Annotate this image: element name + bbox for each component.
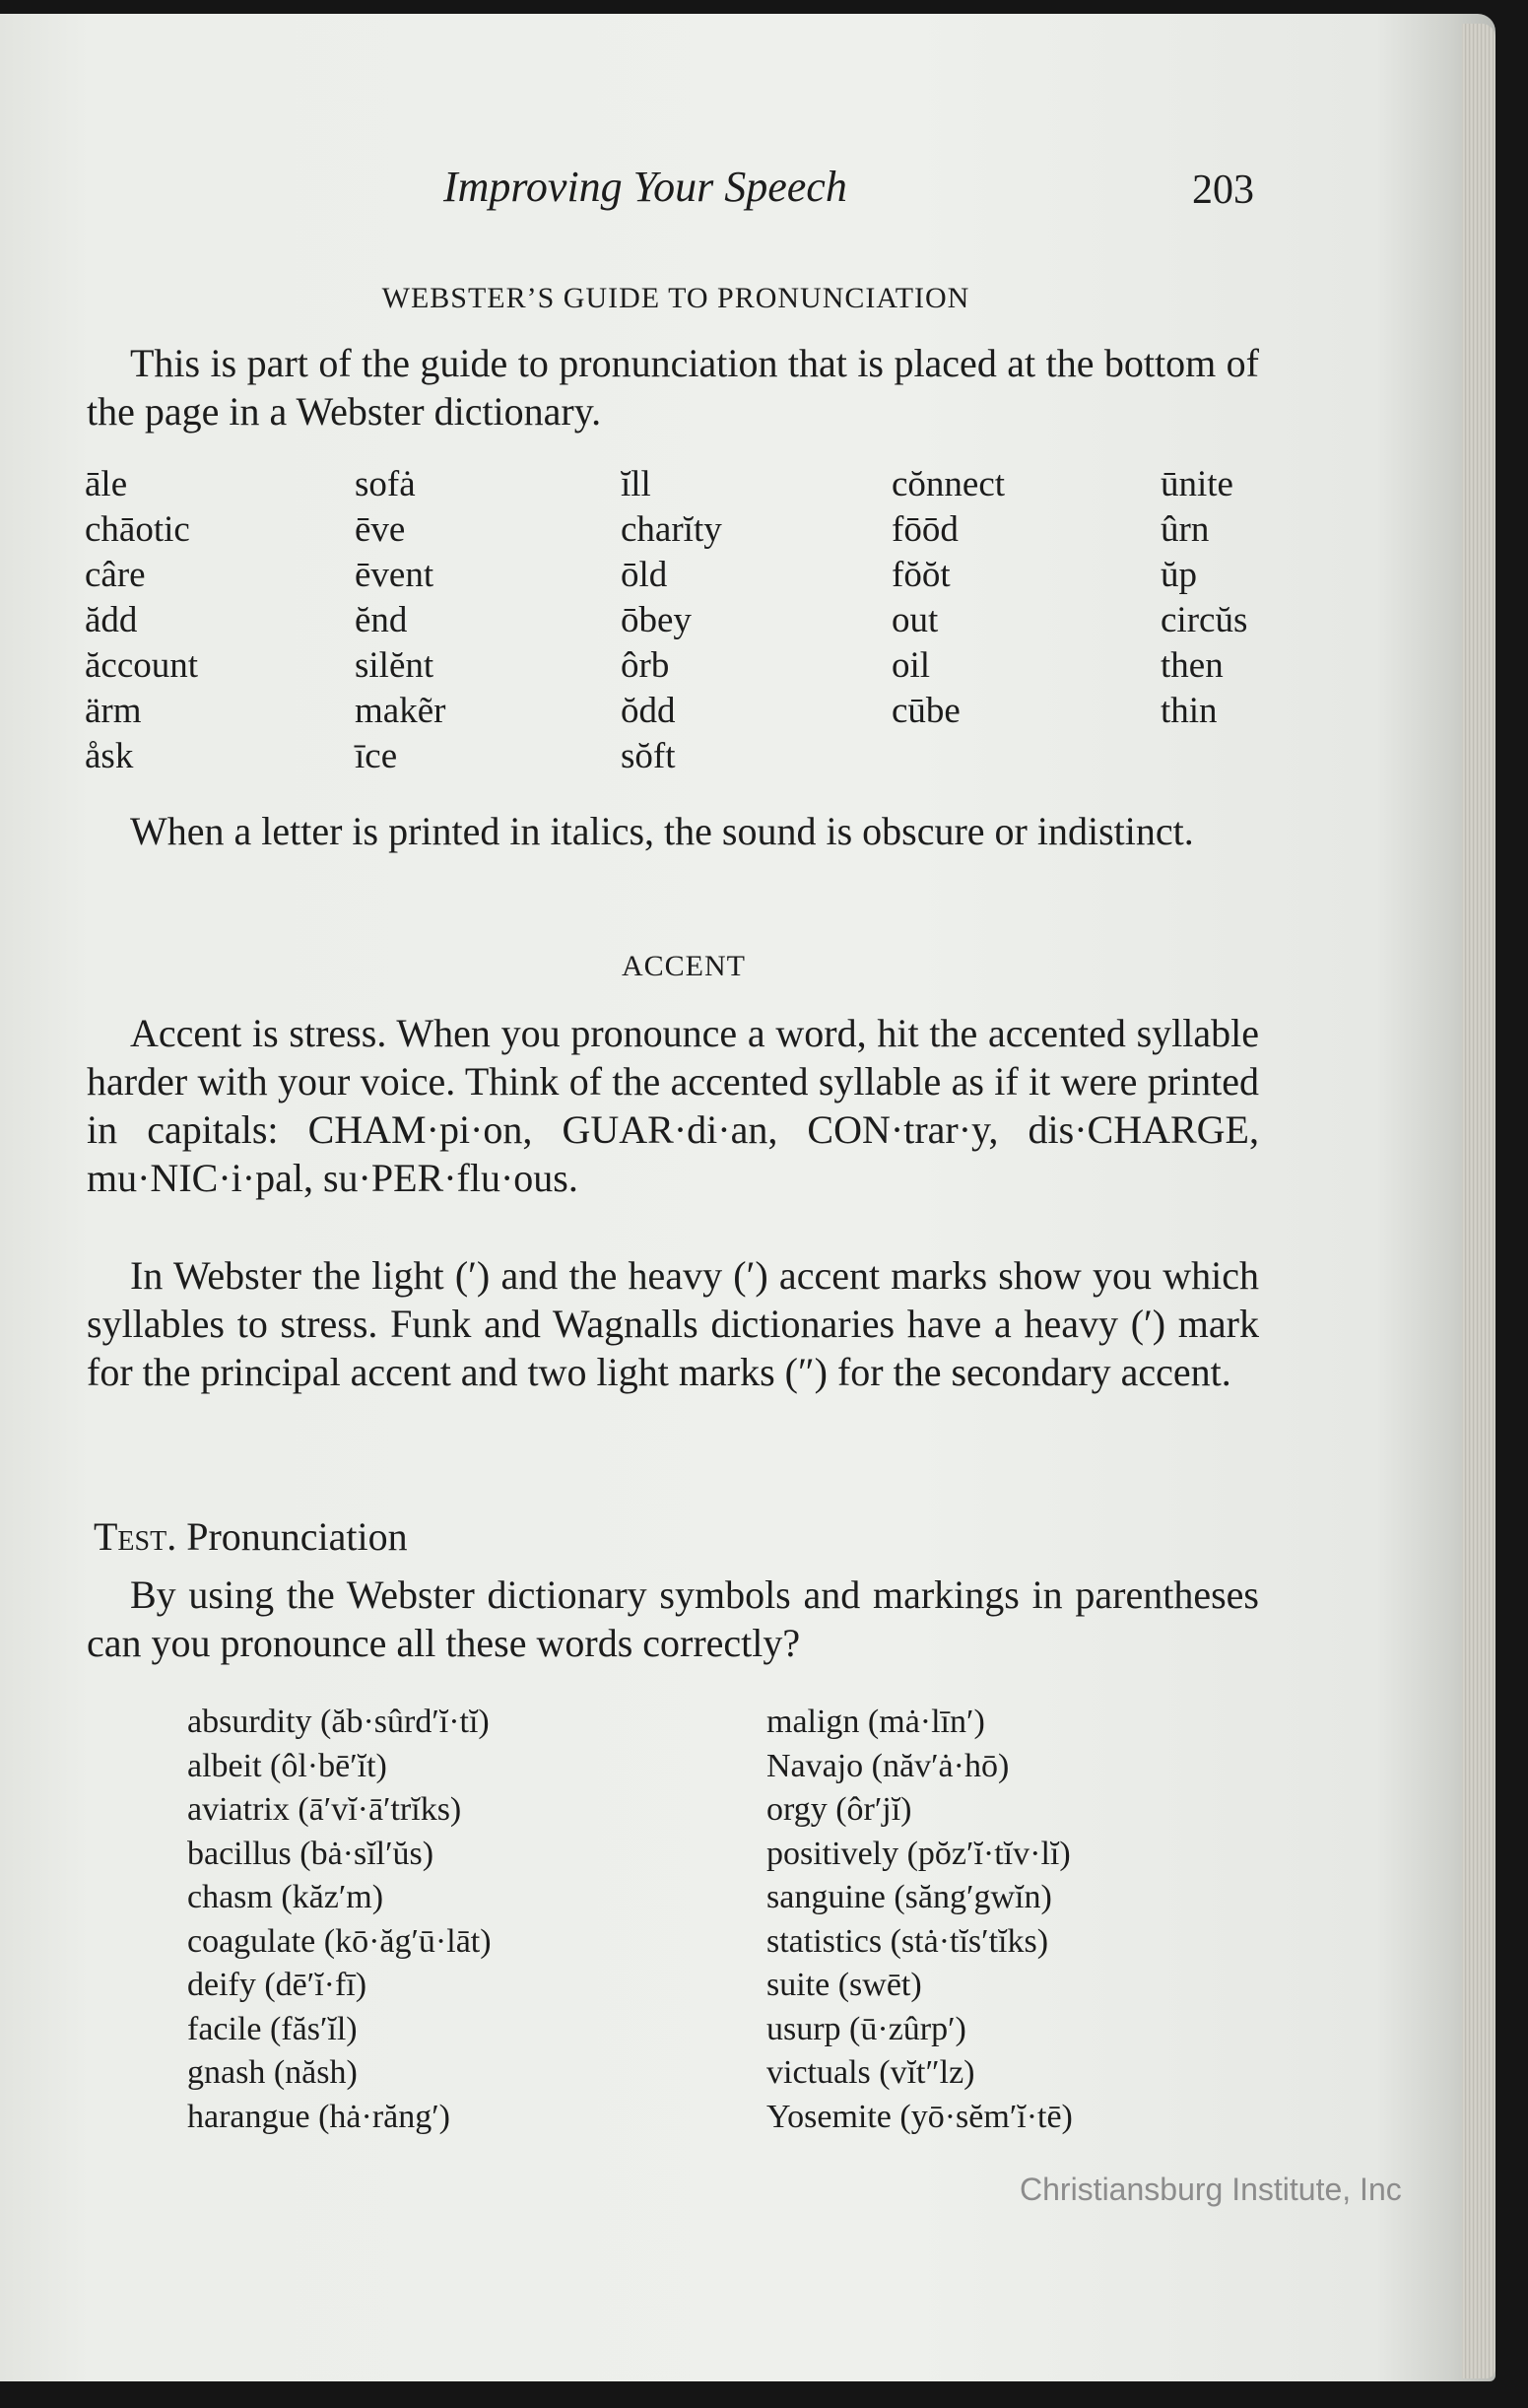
test-label: Test. bbox=[94, 1514, 177, 1559]
pronunciation-symbol: thin bbox=[1161, 691, 1218, 731]
pronunciation-symbol: cŏnnect bbox=[892, 464, 1006, 504]
pronunciation-symbol: ôrb bbox=[621, 645, 670, 686]
pronunciation-symbol: ŏdd bbox=[621, 691, 676, 731]
pronunciation-symbol: ăccount bbox=[85, 645, 199, 686]
test-word: deify (dē′ĭ·fī) bbox=[187, 1967, 367, 2003]
test-question: By using the Webster dictionary symbols and markings in parentheses can you pronounce all these words correctly? bbox=[87, 1572, 1259, 1665]
pronunciation-symbol: charĭty bbox=[621, 509, 722, 550]
pronunciation-symbol: out bbox=[892, 600, 939, 640]
test-word: bacillus (bȧ·sĭl′ŭs) bbox=[187, 1835, 434, 1872]
pronunciation-symbol: åsk bbox=[85, 736, 134, 776]
italics-note: When a letter is printed in italics, the sound is obscure or indistinct. bbox=[130, 809, 1194, 853]
symbol-column-3 bbox=[621, 462, 722, 779]
symbol-column-5 bbox=[1161, 462, 1247, 734]
symbol-column-2 bbox=[355, 462, 445, 779]
test-word: gnash (năsh) bbox=[187, 2054, 358, 2091]
test-word: coagulate (kō·ăg′ū·lāt) bbox=[187, 1922, 492, 1960]
pronunciation-symbol: ŭp bbox=[1161, 555, 1197, 595]
test-word: suite (swēt) bbox=[766, 1967, 922, 2003]
test-word: Yosemite (yō·sĕm′ĭ·tē) bbox=[766, 2098, 1073, 2135]
test-word: positively (pŏz′ĭ·tĭv·lĭ) bbox=[766, 1835, 1071, 1872]
section-heading-accent: ACCENT bbox=[622, 950, 746, 982]
pronunciation-symbol: īce bbox=[355, 736, 398, 776]
pronunciation-symbol: ĭll bbox=[621, 464, 651, 504]
pronunciation-symbol: silĕnt bbox=[355, 645, 434, 686]
book-page bbox=[0, 14, 1495, 2381]
test-word: albeit (ôl·bē′ĭt) bbox=[187, 1747, 387, 1784]
pronunciation-symbol: ădd bbox=[85, 600, 138, 640]
test-word: Navajo (năv′ȧ·hō) bbox=[766, 1747, 1010, 1784]
pronunciation-symbol: makẽr bbox=[355, 691, 446, 731]
test-word: aviatrix (ā′vĭ·ā′trĭks) bbox=[187, 1791, 462, 1828]
pronunciation-symbol: ōld bbox=[621, 555, 668, 595]
pronunciation-symbol: ēve bbox=[355, 509, 406, 550]
word-list-left bbox=[187, 1701, 492, 2139]
pronunciation-symbol: sofȧ bbox=[355, 464, 416, 504]
test-word: harangue (hȧ·răng′) bbox=[187, 2098, 451, 2135]
word-list-right bbox=[766, 1701, 1073, 2139]
pronunciation-symbol: circŭs bbox=[1161, 600, 1248, 640]
test-word: absurdity (ăb·sûrd′ĭ·tĭ) bbox=[187, 1704, 490, 1740]
pronunciation-symbol: câre bbox=[85, 555, 146, 595]
accent-paragraph-2: In Webster the light (′) and the heavy (′) accent marks show you which syllables to stress. Funk and Wagnalls dictionaries have a heavy (′) mark for the principal accent and two light marks (″) for the secondary accent. bbox=[87, 1253, 1259, 1394]
test-word: victuals (vĭt″lz) bbox=[766, 2054, 975, 2091]
symbol-column-4 bbox=[892, 462, 1005, 734]
test-word: facile (făs′ĭl) bbox=[187, 2010, 358, 2047]
pronunciation-symbol: oil bbox=[892, 645, 931, 686]
accent-paragraph-1: Accent is stress. When you pronounce a word, hit the accented syllable harder with your voice. Think of the accented syllable as if it were printed in capitals: CHAM·pi·on, GUAR·di·an, CON·trar·y, dis·CHARGE, mu·NIC·i·pal, su·PER·flu·ous. bbox=[87, 1011, 1259, 1200]
section-heading-webster: WEBSTER’S GUIDE TO PRONUNCIATION bbox=[381, 282, 970, 314]
pronunciation-symbol: ūnite bbox=[1161, 464, 1233, 504]
pronunciation-symbol: sŏft bbox=[621, 736, 676, 776]
pronunciation-symbol: ēvent bbox=[355, 555, 434, 595]
running-title: Improving Your Speech bbox=[443, 163, 847, 211]
pronunciation-symbol: āle bbox=[85, 464, 128, 504]
symbol-column-1 bbox=[85, 462, 198, 779]
pronunciation-symbol: then bbox=[1161, 645, 1224, 686]
pronunciation-symbol: fŏŏt bbox=[892, 555, 951, 595]
pronunciation-symbol: ōbey bbox=[621, 600, 692, 640]
pronunciation-symbol: cūbe bbox=[892, 691, 961, 731]
test-word: usurp (ū·zûrp′) bbox=[766, 2010, 966, 2047]
intro-paragraph: This is part of the guide to pronunciation that is placed at the bottom of the page in a Webster dictionary. bbox=[87, 341, 1259, 434]
pronunciation-symbol: fōōd bbox=[892, 509, 959, 550]
pronunciation-symbol: ärm bbox=[85, 691, 142, 731]
test-word: statistics (stȧ·tĭs′tĭks) bbox=[766, 1922, 1049, 1960]
page-number: 203 bbox=[1192, 167, 1254, 213]
pronunciation-symbol: ĕnd bbox=[355, 600, 408, 640]
pronunciation-symbol: chāotic bbox=[85, 509, 190, 550]
test-word: chasm (kăz′m) bbox=[187, 1879, 384, 1915]
test-heading bbox=[94, 1513, 408, 1560]
page-edge bbox=[1462, 24, 1495, 2378]
test-word: orgy (ôr′jĭ) bbox=[766, 1791, 912, 1828]
watermark: Christiansburg Institute, Inc bbox=[1020, 2172, 1402, 2207]
test-word: malign (mȧ·līn′) bbox=[766, 1704, 985, 1740]
pronunciation-symbol: ûrn bbox=[1161, 509, 1210, 550]
test-word: sanguine (săng′gwĭn) bbox=[766, 1879, 1052, 1915]
test-title: Pronunciation bbox=[186, 1514, 408, 1559]
